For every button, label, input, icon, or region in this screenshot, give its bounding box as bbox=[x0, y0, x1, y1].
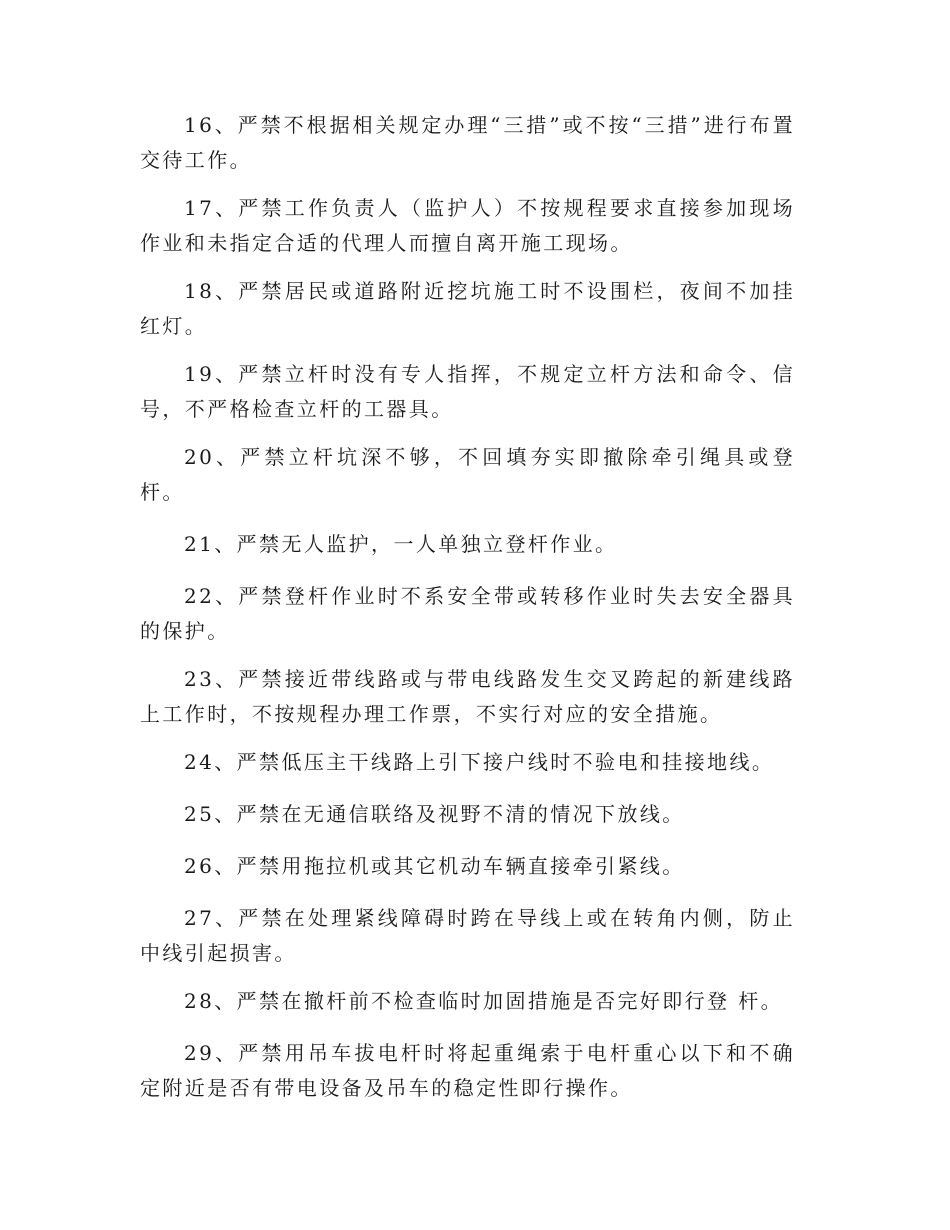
paragraph-29: 29、严禁用吊车拔电杆时将起重绳索于电杆重心以下和不确定附近是否有带电设备及吊车的稳定性即行操作。 bbox=[140, 1041, 795, 1100]
paragraph-27: 27、严禁在处理紧线障碍时跨在导线上或在转角内侧，防止中线引起损害。 bbox=[140, 906, 795, 965]
paragraph-23: 23、严禁接近带线路或与带电线路发生交叉跨起的新建线路上工作时，不按规程办理工作票，不实行对应的安全措施。 bbox=[140, 667, 795, 726]
paragraph-16: 16、严禁不根据相关规定办理“三措”或不按“三措”进行布置交待工作。 bbox=[140, 113, 795, 172]
paragraph-20: 20、严禁立杆坑深不够，不回填夯实即撤除牵引绳具或登杆。 bbox=[140, 445, 795, 504]
paragraph-22: 22、严禁登杆作业时不系安全带或转移作业时失去安全器具的保护。 bbox=[140, 584, 795, 643]
document-body bbox=[140, 108, 795, 1119]
paragraph-21: 21、严禁无人监护，一人单独立登杆作业。 bbox=[184, 532, 618, 556]
paragraph-19: 19、严禁立杆时没有专人指挥，不规定立杆方法和命令、信号，不严格检查立杆的工器具。 bbox=[140, 362, 795, 421]
paragraph-18: 18、严禁居民或道路附近挖坑施工时不设围栏，夜间不加挂红灯。 bbox=[140, 279, 795, 338]
paragraph-25: 25、严禁在无通信联络及视野不清的情况下放线。 bbox=[184, 802, 685, 826]
paragraph-24: 24、严禁低压主干线路上引下接户线时不验电和挂接地线。 bbox=[184, 750, 775, 774]
paragraph-17: 17、严禁工作负责人（监护人）不按规程要求直接参加现场作业和未指定合适的代理人而擅自离开施工现场。 bbox=[140, 196, 795, 255]
paragraph-26: 26、严禁用拖拉机或其它机动车辆直接牵引紧线。 bbox=[184, 854, 685, 878]
paragraph-28: 28、严禁在撤杆前不检查临时加固措施是否完好即行登 杆。 bbox=[184, 989, 784, 1013]
